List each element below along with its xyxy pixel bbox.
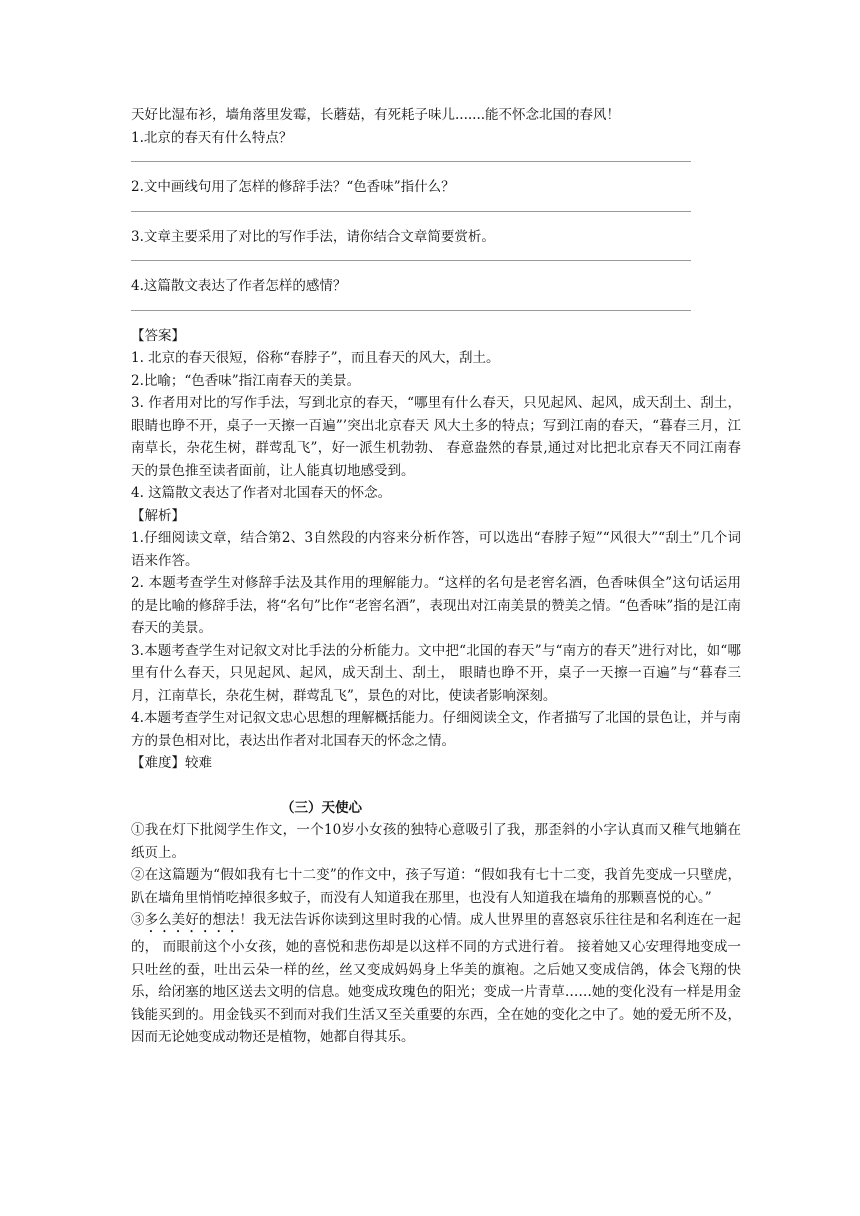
answer-line (131, 260, 691, 261)
story-paragraph-3 (131, 909, 741, 1049)
question-4: 4.这篇散文表达了作者怎样的感情？ (131, 278, 347, 294)
answer-line (131, 211, 691, 212)
question-3: 3.文章主要采用了对比的写作手法，请你结合文章简要赏析。 (131, 228, 495, 245)
section-title: （三）天使心 (281, 799, 362, 816)
answer-line (131, 310, 691, 311)
analysis-4: 4.本题考查学生对记叙文忠心思想的理解概括能力。仔细阅读全文，作者描写了北国的景色让，并与南方的景色相对比，表达出作者对北国春天的怀念之情。 (131, 710, 741, 749)
answer-2: 2.比喻；“色香味”指江南春天的美景。 (131, 372, 361, 389)
answer-line (131, 161, 691, 162)
document-page (131, 104, 741, 1049)
emphasized-phrase: 多么美好的想法 (144, 912, 240, 928)
analysis-3: 3.本题考查学生对记叙文对比手法的分析能力。文中把“北国的春天”与“南方的春天”进行对比，如“哪里有什么春天，只见起风、起风，成天刮土、刮土， 眼睛也睁不开，桌子一天擦一百遍”与“暮春三月，江南草长，杂花生树，群莺乱飞”，景色的对比，使读者影响深刻。 (131, 642, 741, 704)
answer-heading: 【答案】 (131, 327, 185, 344)
analysis-2: 2. 本题考查学生对修辞手法及其作用的理解能力。“这样的名句是老窖名酒，色香味俱全”这句话运用的是比喻的修辞手法，将“名句”比作“老窖名酒”，表现出对江南美景的赞美之情。“色香味”指的是江南春天的美景。 (131, 575, 741, 636)
intro-line: 天好比湿布衫，墙角落里发霉，长蘑菇，有死耗子味儿.......能不怀念北国的春风！ (131, 107, 621, 123)
answer-1: 1. 北京的春天很短，俗称“春脖子”，而且春天的风大，刮土。 (131, 350, 500, 366)
question-1: 1.北京的春天有什么特点？ (131, 129, 293, 146)
paragraph-mark: ③ (131, 912, 145, 928)
difficulty-line: 【难度】较难 (131, 755, 212, 771)
paragraph-text: ！我无法告诉你读到这里时我的心情。成人世界里的喜怒哀乐往往是和名利连在一起的， 而眼前这个小女孩，她的喜悦和悲伤却是以这样不同的方式进行着。 接着她又心安理得地变成一只吐丝的蚕，吐出云朵一样的丝，丝又变成妈妈身上华美的旗袍。之后她又变成信鸽，体会飞翔的快乐，给闭塞的地区送去文明的信息。她变成玫瑰色的阳光；变成一片青草……她的变化没有一样是用金钱能买到的。用金钱买不到而对我们生活又至关重要的东西，全在她的变化之中了。她的爱无所不及，因而无论她变成动物还是植物，她都自得其乐。 (131, 912, 742, 1045)
analysis-1: 1.仔细阅读文章，结合第2、3自然段的内容来分析作答，可以选出“春脖子短”“风很大”“刮土”几个词语来作答。 (131, 530, 741, 569)
answer-3: 3. 作者用对比的写作手法，写到北京的春天，“哪里有什么春天，只见起风、起风，成天刮土、刮土， 眼睛也睁不开，桌子一天擦一百遍”’突出北京春天 风大土多的特点；写到江南的春天，“暮春三月，江南草长，杂花生树，群莺乱飞”，好一派生机勃勃、 春意盎然的春景,通过对比把北京春天不同江南春 天的景色推至读者面前，让人能真切地感受到。 (131, 395, 741, 479)
story-paragraph-2: ②在这篇题为“假如我有七十二变”的作文中，孩子写道：“假如我有七十二变，我首先变成一只壁虎，趴在墙角里悄悄吃掉很多蚊子，而没有人知道我在那里，也没有人知道我在墙角的那颗喜悦的心。” (131, 867, 741, 906)
question-2: 2.文中画线句用了怎样的修辞手法？“色香味”指什么？ (131, 179, 455, 195)
answer-4: 4. 这篇散文表达了作者对北国春天的怀念。 (131, 485, 392, 501)
analysis-heading: 【解析】 (131, 507, 185, 524)
story-paragraph-1: ①我在灯下批阅学生作文，一个10岁小女孩的独特心意吸引了我，那歪斜的小字认真而又稚气地躺在纸页上。 (131, 822, 741, 861)
